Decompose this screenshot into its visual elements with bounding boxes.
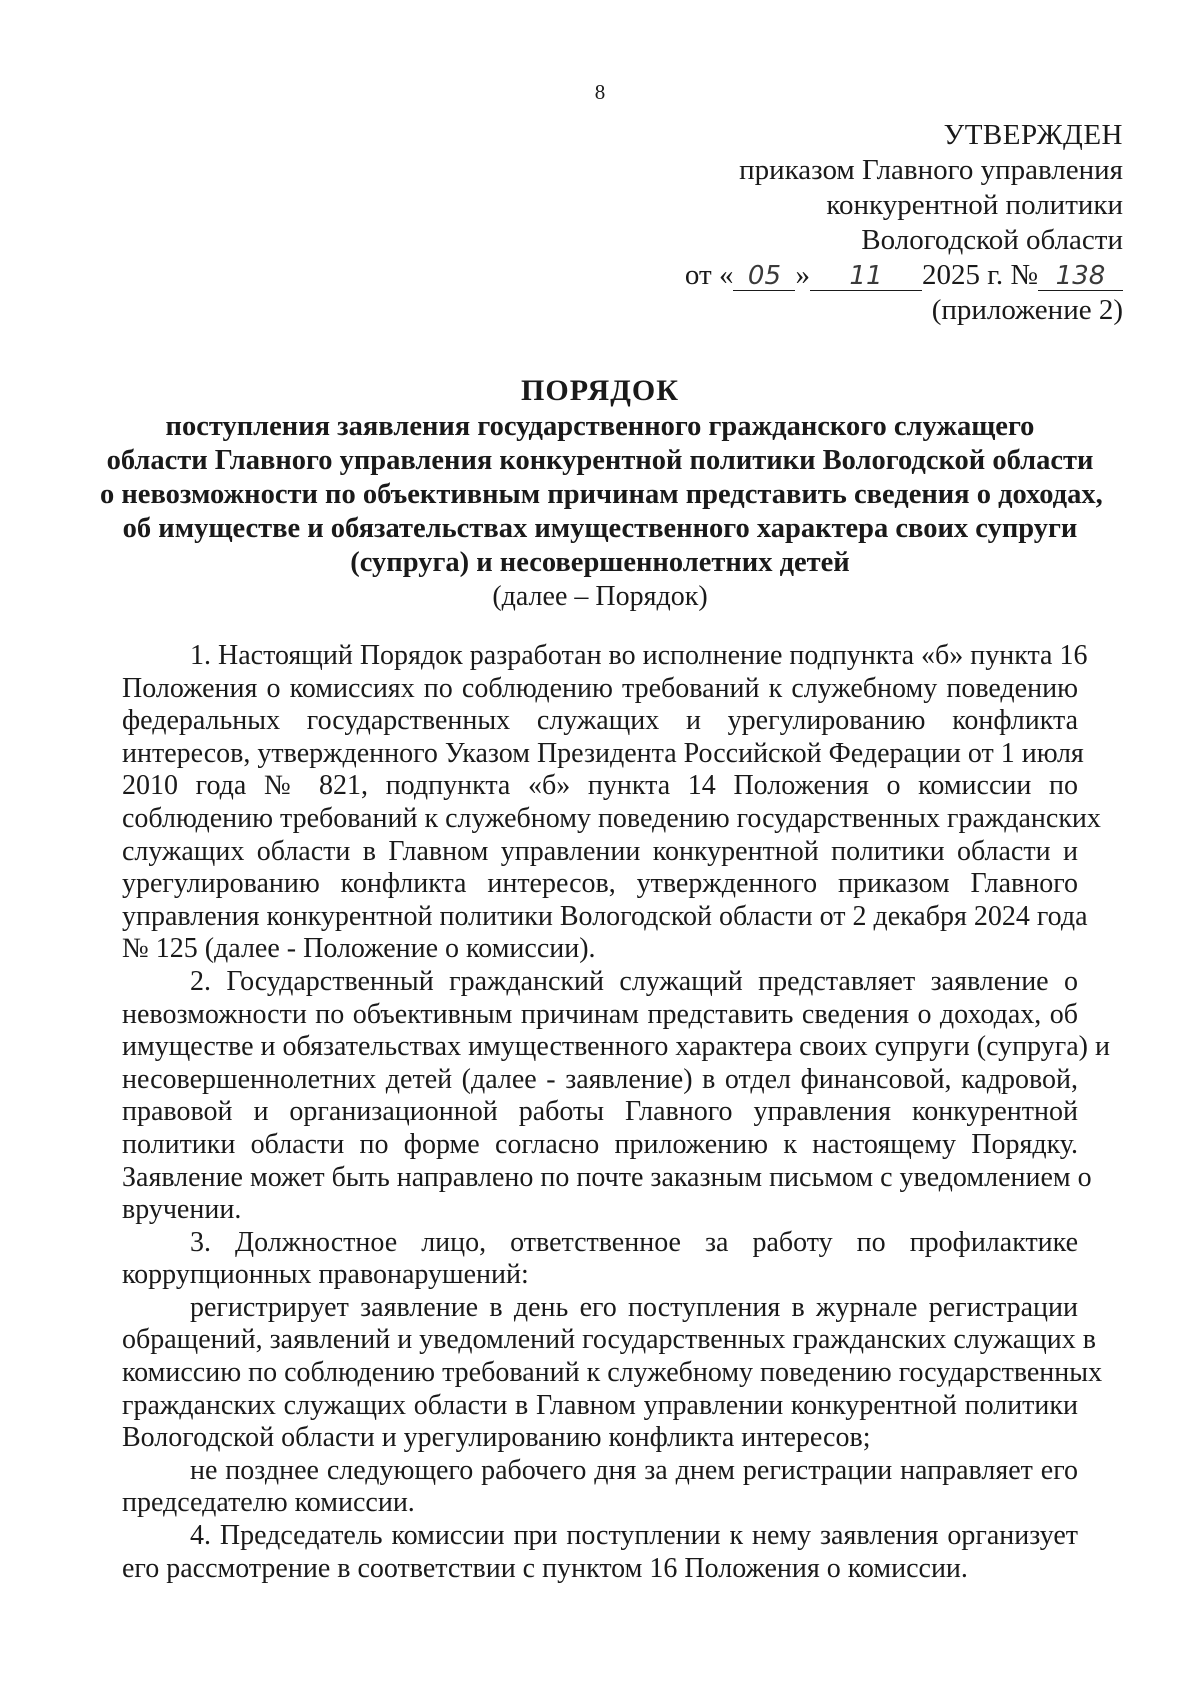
body-line: 4. Председатель комиссии при поступлении к нему заявления организует xyxy=(190,1520,1078,1552)
approval-stamp-block xyxy=(563,118,1123,328)
page-number: 8 xyxy=(594,80,606,104)
date-mid: » xyxy=(795,259,810,291)
handwritten-order-number: 138 xyxy=(1038,262,1123,291)
body-line: № 125 (далее - Положение о комиссии). xyxy=(122,933,596,965)
heading-note: (далее – Порядок) xyxy=(492,581,708,612)
body-line: имуществе и обязательствах имущественного характера своих супруги (супруга) и xyxy=(122,1031,1110,1063)
body-line: регистрирует заявление в день его поступления в журнале регистрации xyxy=(190,1291,1078,1323)
body-line: интересов, утвержденного Указом Президента Российской Федерации от 1 июля xyxy=(122,737,1084,769)
body-line: обращений, заявлений и уведомлений государственных гражданских служащих в xyxy=(122,1324,1096,1356)
date-year: 2025 г. № xyxy=(921,259,1038,291)
approval-date-line xyxy=(563,258,1123,293)
body-line: не позднее следующего рабочего дня за днем регистрации направляет его xyxy=(190,1454,1078,1486)
body-line: его рассмотрение в соответствии с пунктом 16 Положения о комиссии. xyxy=(122,1552,968,1584)
body-line: вручении. xyxy=(122,1194,242,1226)
body-line: 2. Государственный гражданский служащий представляет заявление о xyxy=(190,965,1078,997)
document-body xyxy=(122,640,1110,1585)
body-line: 2010 года № 821, подпункта «б» пункта 14 Положения о комиссии по xyxy=(122,770,1078,802)
body-line: политики области по форме согласно приложению к настоящему Порядку. xyxy=(122,1128,1078,1160)
date-prefix: от « xyxy=(684,259,734,291)
subtitle-line: (супруга) и несовершеннолетних детей xyxy=(350,547,850,578)
body-line: 3. Должностное лицо, ответственное за работу по профилактике xyxy=(190,1226,1078,1258)
subtitle-line: области Главного управления конкурентной политики Вологодской области xyxy=(106,445,1094,476)
approval-title: УТВЕРЖДЕН xyxy=(943,119,1123,151)
subtitle-line: поступления заявления государственного гражданского служащего xyxy=(165,411,1035,442)
body-line: федеральных государственных служащих и урегулированию конфликта xyxy=(122,705,1078,737)
body-line: гражданских служащих области в Главном управлении конкурентной политики xyxy=(122,1389,1078,1421)
body-line: несовершеннолетних детей (далее - заявление) в отдел финансовой, кадровой, xyxy=(122,1063,1078,1095)
body-line: управления конкурентной политики Вологодской области от 2 декабря 2024 года xyxy=(122,900,1088,932)
body-line: правовой и организационной работы Главного управления конкурентной xyxy=(122,1096,1078,1128)
body-line: Заявление может быть направлено по почте заказным письмом с уведомлением о xyxy=(122,1161,1092,1193)
body-line: служащих области в Главном управлении конкурентной политики области и xyxy=(122,835,1078,867)
subtitle-line: об имуществе и обязательствах имущественного характера своих супруги xyxy=(122,513,1078,544)
document-heading xyxy=(100,372,1103,614)
approval-line-3: Вологодской области xyxy=(861,224,1123,256)
approval-line-2: конкурентной политики xyxy=(826,189,1123,221)
body-line: комиссию по соблюдению требований к служебному поведению государственных xyxy=(122,1357,1103,1389)
subtitle-line: о невозможности по объективным причинам представить сведения о доходах, xyxy=(100,479,1103,510)
body-line: урегулированию конфликта интересов, утвержденного приказом Главного xyxy=(122,868,1078,900)
body-line: соблюдению требований к служебному поведению государственных гражданских xyxy=(122,802,1101,834)
approval-appendix: (приложение 2) xyxy=(931,294,1123,326)
handwritten-day: 05 xyxy=(733,262,795,291)
approval-line-1: приказом Главного управления xyxy=(739,154,1123,186)
document-title: ПОРЯДОК xyxy=(521,374,679,407)
body-line: 1. Настоящий Порядок разработан во исполнение подпункта «б» пункта 16 xyxy=(190,640,1088,671)
body-line: невозможности по объективным причинам представить сведения о доходах, об xyxy=(122,998,1078,1030)
body-line: Положения о комиссиях по соблюдению требований к служебному поведению xyxy=(122,672,1078,704)
handwritten-month: 11 xyxy=(810,262,922,291)
body-line: председателю комиссии. xyxy=(122,1487,415,1519)
body-line: коррупционных правонарушений: xyxy=(122,1259,529,1291)
body-line: Вологодской области и урегулированию конфликта интересов; xyxy=(122,1422,871,1454)
